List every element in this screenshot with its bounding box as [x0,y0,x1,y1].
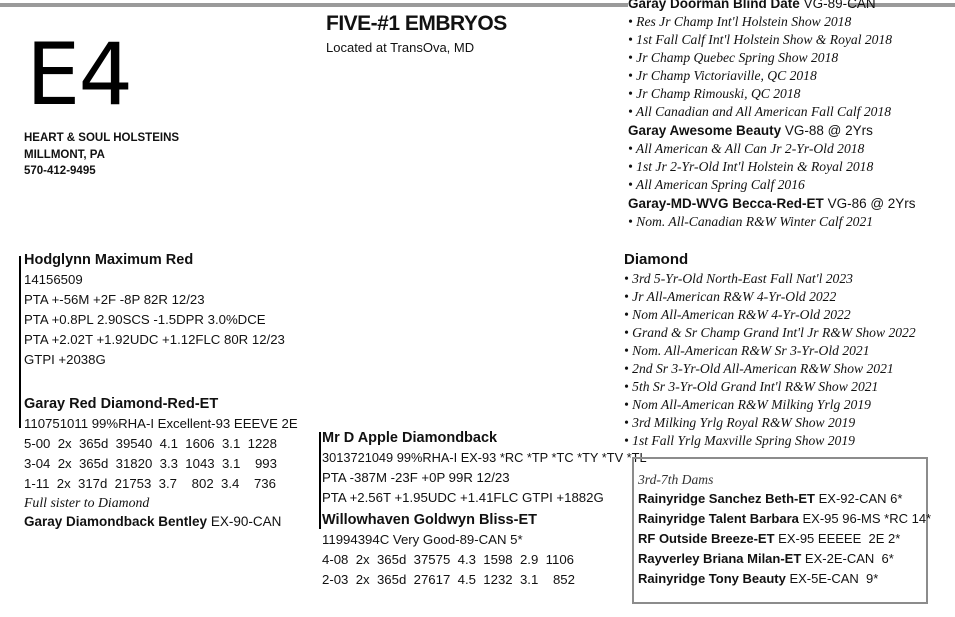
diamond-honor: • 1st Fall Yrlg Maxville Spring Show 2019 [624,433,855,448]
dam-item [638,489,931,509]
dam-name: Garay Red Diamond-Red-ET [24,396,219,412]
top-rule-left [0,3,628,7]
consignor-block [24,130,179,180]
honor-item: • Jr Champ Victoriaville, QC 2018 [628,68,817,83]
dam-item-class: EX-95 EEEEE 2E 2* [778,531,901,546]
honor-item: • 1st Jr 2-Yr-Old Int'l Holstein & Royal 2018 [628,159,874,174]
dam-item [638,509,931,529]
dam-item [638,549,931,569]
relative-cow-2-class: VG-88 @ 2Yrs [784,123,873,138]
dam-block [24,394,298,531]
damsire-name: Mr D Apple Diamondback [322,430,498,446]
page-subtitle: Located at TransOva, MD [326,40,475,55]
diamond-honor: • 3rd 5-Yr-Old North-East Fall Nat'l 2023 [624,271,853,286]
relative-cow-3-class: VG-86 @ 2Yrs [827,196,916,211]
sire-block [24,250,285,370]
consignor-name: HEART & SOUL HOLSTEINS [24,132,180,144]
sire-name: Hodglynn Maximum Red [24,252,194,268]
damsire-line: 3013721049 99%RHA-I EX-93 *RC *TP *TC *TY *TV *TL [322,450,647,465]
relative-cow-3-name: Garay-MD-WVG Becca-Red-ET [628,196,824,211]
dam-item-name: Rainyridge Sanchez Beth-ET [638,491,815,506]
dam-note: Full sister to Diamond [24,495,150,510]
dam-sibling-class: EX-90-CAN [210,514,282,529]
honor-item: • Nom. All-Canadian R&W Winter Calf 2021 [628,214,874,229]
granddam-record: 4-08 2x 365d 37575 4.3 1598 2.9 1106 [322,552,574,567]
consignor-phone: 570-412-9495 [24,165,96,177]
relative-cow-2 [628,121,916,140]
honor-item: • Jr Champ Quebec Spring Show 2018 [628,50,839,65]
page-title: FIVE-#1 EMBRYOS [326,12,507,35]
lot-number: E4 [26,25,132,125]
dam-sibling-name: Garay Diamondback Bentley [24,514,208,529]
relatives-column [628,0,916,231]
damsire-bracket-line [319,432,321,514]
dam-item-name: RF Outside Breeze-ET [638,531,775,546]
sire-line: 14156509 [24,272,83,287]
dam-item-class: EX-5E-CAN 9* [789,571,879,586]
damsire-line: PTA +2.56T +1.95UDC +1.41FLC GTPI +1882G [322,490,604,505]
honor-item: • Res Jr Champ Int'l Holstein Show 2018 [628,14,852,29]
diamond-honor: • 2nd Sr 3-Yr-Old All-American R&W Show 2021 [624,361,894,376]
relative-cow-1 [628,0,916,13]
damsire-block [322,428,647,508]
diamond-honor: • 3rd Milking Yrlg Royal R&W Show 2019 [624,415,856,430]
dam-item-name: Rainyridge Tony Beauty [638,571,786,586]
diamond-honor: • 5th Sr 3-Yr-Old Grand Int'l R&W Show 2021 [624,379,879,394]
granddam-bracket-line [319,513,321,529]
diamond-title: Diamond [624,251,689,268]
granddam-record: 2-03 2x 365d 27617 4.5 1232 3.1 852 [322,572,575,587]
dam-record: 3-04 2x 365d 31820 3.3 1043 3.1 993 [24,456,277,471]
relative-cow-3 [628,194,916,213]
granddam-line: 11994394C Very Good-89-CAN 5* [322,532,523,547]
granddam-block [322,510,575,590]
dam-item-class: EX-2E-CAN 6* [804,551,894,566]
diamond-honor: • Nom All-American R&W 4-Yr-Old 2022 [624,307,851,322]
damsire-line: PTA -387M -23F +0P 99R 12/23 [322,470,510,485]
dam-item-class: EX-92-CAN 6* [818,491,903,506]
relative-cow-1-class: VG-89-CAN [803,0,876,11]
dam-item-name: Rainyridge Talent Barbara [638,511,799,526]
dam-sibling [24,512,298,531]
diamond-honor: • Nom All-American R&W Milking Yrlg 2019 [624,397,871,412]
sire-line: PTA +-56M +2F -8P 82R 12/23 [24,292,205,307]
diamond-honor: • Jr All-American R&W 4-Yr-Old 2022 [624,289,837,304]
relative-cow-2-name: Garay Awesome Beauty [628,123,782,138]
dam-record: 1-11 2x 317d 21753 3.7 802 3.4 736 [24,476,276,491]
honor-item: • 1st Fall Calf Int'l Holstein Show & Royal 2018 [628,32,893,47]
honor-item: • All American & All Can Jr 2-Yr-Old 2018 [628,141,865,156]
diamond-section [624,250,916,450]
granddam-name: Willowhaven Goldwyn Bliss-ET [322,512,537,528]
diamond-honor: • Grand & Sr Champ Grand Int'l Jr R&W Show 2022 [624,325,916,340]
honor-item: • All American Spring Calf 2016 [628,177,805,192]
dam-item [638,569,931,589]
dam-item-class: EX-95 96-MS *RC 14* [802,511,932,526]
dams-box [632,457,932,604]
consignor-location: MILLMONT, PA [24,148,105,161]
diamond-honor: • Nom. All-American R&W Sr 3-Yr-Old 2021 [624,343,870,358]
sire-line: PTA +2.02T +1.92UDC +1.12FLC 80R 12/23 [24,332,285,347]
honor-item: • All Canadian and All American Fall Calf 2018 [628,104,892,119]
dam-item-name: Rayverley Briana Milan-ET [638,551,802,566]
honor-item: • Jr Champ Rimouski, QC 2018 [628,86,801,101]
dam-bracket-line [19,398,21,428]
dam-item [638,529,931,549]
dams-list [638,489,931,589]
sire-line: PTA +0.8PL 2.90SCS -1.5DPR 3.0%DCE [24,312,266,327]
sire-bracket-line [19,256,21,400]
relative-cow-1-name: Garay Doorman Blind Date [628,0,800,11]
dam-line: 110751011 99%RHA-I Excellent-93 EEEVE 2E [24,416,298,431]
dam-record: 5-00 2x 365d 39540 4.1 1606 3.1 1228 [24,436,277,451]
sire-line: GTPI +2038G [24,352,106,367]
dams-box-title: 3rd-7th Dams [638,472,714,487]
